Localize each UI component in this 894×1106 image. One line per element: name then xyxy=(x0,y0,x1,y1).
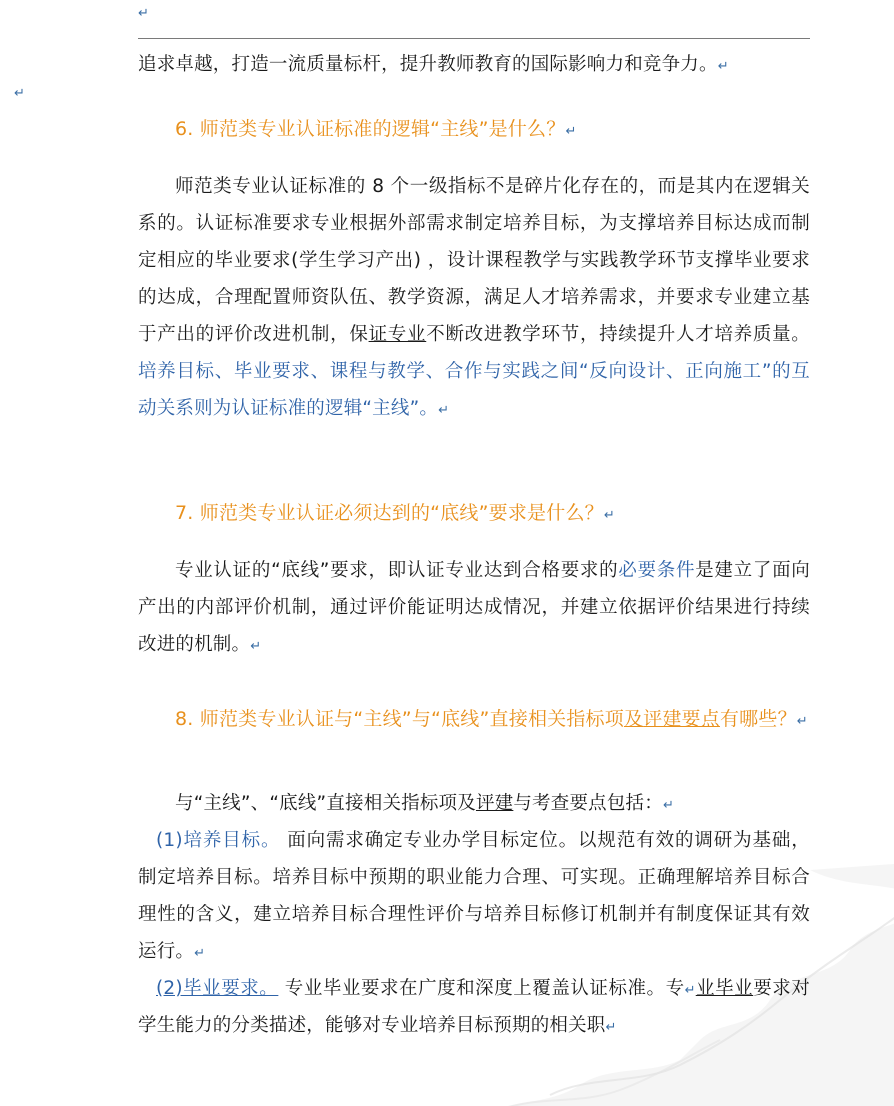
pilcrow-icon: ↵ xyxy=(684,983,696,998)
pilcrow-icon: ↵ xyxy=(138,6,149,21)
pilcrow-icon: ↵ xyxy=(662,798,675,813)
s8p0-seg-3: 与考查要点包括： xyxy=(513,793,663,814)
section-7-seg-1: 专业认证的“底线”要求，即认证专业达到合格要求的 xyxy=(175,560,619,581)
pilcrow-icon: ↵ xyxy=(14,86,25,101)
pilcrow-icon: ↵ xyxy=(796,714,808,729)
section-6-seg-2: 证专业 xyxy=(368,324,427,345)
pilcrow-icon: ↵ xyxy=(438,403,450,418)
intro-line xyxy=(138,46,818,83)
s8p2-seg-1: 专业毕业要求在广度和深度上覆盖认证标准。专 xyxy=(278,978,685,999)
s8p2-seg-3: 要求对学生能力的分类描述，能够对专业培养目标预期的相关职 xyxy=(138,978,810,1036)
horizontal-rule xyxy=(138,38,810,39)
section-7-seg-2: 必要条件 xyxy=(618,560,696,581)
pilcrow-icon: ↵ xyxy=(603,508,615,523)
pilcrow-icon: ↵ xyxy=(605,1020,617,1035)
section-8-heading-connector: 及 xyxy=(623,708,644,730)
s8p1-body: 面向需求确定专业办学目标定位。以规范有效的调研为基础， 制定培养目标。培养目标中预期的职业能力合理、可实现。正确理解培养目标合理性的含义，建立培养目标合理性评价与培养目标修订机制并有制度保证其有效运行。 xyxy=(138,830,810,962)
section-6-paragraph xyxy=(138,168,810,427)
section-8-heading-underlined: 评建要点 xyxy=(643,708,720,730)
section-7-paragraph xyxy=(138,552,810,663)
section-8-heading-line-1: 8. 师范类专业认证与“主线”与“底线”直接相关指标项 xyxy=(175,708,624,730)
section-6-seg-1: 师范类专业认证标准的 8 个一级指标不是碎片化存在的，而是其内在逻辑关系的。认证标准要求专业根据外部需求制定培养目标，为支撑培养目标达成而制定相应的毕业要求(学生学习产出) ，设计课程教学与实践教学环节支撑毕业要求的达成，合理配置师资队伍、教学资源，满足人才培养需求，并要求专业建立基于产出的评价改进机制，保 xyxy=(138,176,810,345)
intro-text: 追求卓越，打造一流质量标杆，提升教师教育的国际影响力和竞争力。 xyxy=(138,54,718,75)
section-8-heading-tail: 有哪些？ xyxy=(719,708,797,730)
section-6-seg-4: 培养目标、毕业要求、课程与教学、合作与实践之间“反向设计、正向施工”的互动关系则为认证标准的逻辑“主线”。 xyxy=(138,361,810,419)
pilcrow-icon: ↵ xyxy=(565,124,577,139)
s8p2-label: (2)毕业要求。 xyxy=(156,978,279,999)
section-8-paragraphs xyxy=(138,785,810,1044)
section-6-heading-text: 6. 师范类专业认证标准的逻辑“主线”是什么？ xyxy=(175,118,566,140)
s8p0-seg-2: 评建 xyxy=(475,793,514,814)
s8p1-label: (1)培养目标。 xyxy=(156,830,281,851)
paragraph-mark-margin xyxy=(14,84,25,102)
paragraph-mark-top xyxy=(138,4,149,22)
section-8-para-2 xyxy=(138,970,810,1044)
section-7-heading-text: 7. 师范类专业认证必须达到的“底线”要求是什么？ xyxy=(175,502,604,524)
section-7-heading xyxy=(138,494,810,533)
section-7-seg-3: 是建立了面向产出的内部评价机制，通过评价能证明达成情况，并建立依据评价结果进行持续改进的机制。 xyxy=(138,560,810,655)
pilcrow-icon: ↵ xyxy=(250,639,262,654)
s8p0-seg-1: 与“主线”、“底线”直接相关指标项及 xyxy=(175,793,476,814)
section-6-heading xyxy=(138,110,810,149)
section-8-para-1 xyxy=(138,822,810,970)
pilcrow-icon: ↵ xyxy=(194,946,206,961)
section-8-para-0 xyxy=(138,785,810,822)
s8p2-seg-2: 业毕业 xyxy=(695,978,754,999)
section-6-seg-3: 不断改进教学环节，持续提升人才培养质量。 xyxy=(426,324,810,345)
section-8-heading xyxy=(138,700,810,739)
pilcrow-icon: ↵ xyxy=(717,59,729,74)
